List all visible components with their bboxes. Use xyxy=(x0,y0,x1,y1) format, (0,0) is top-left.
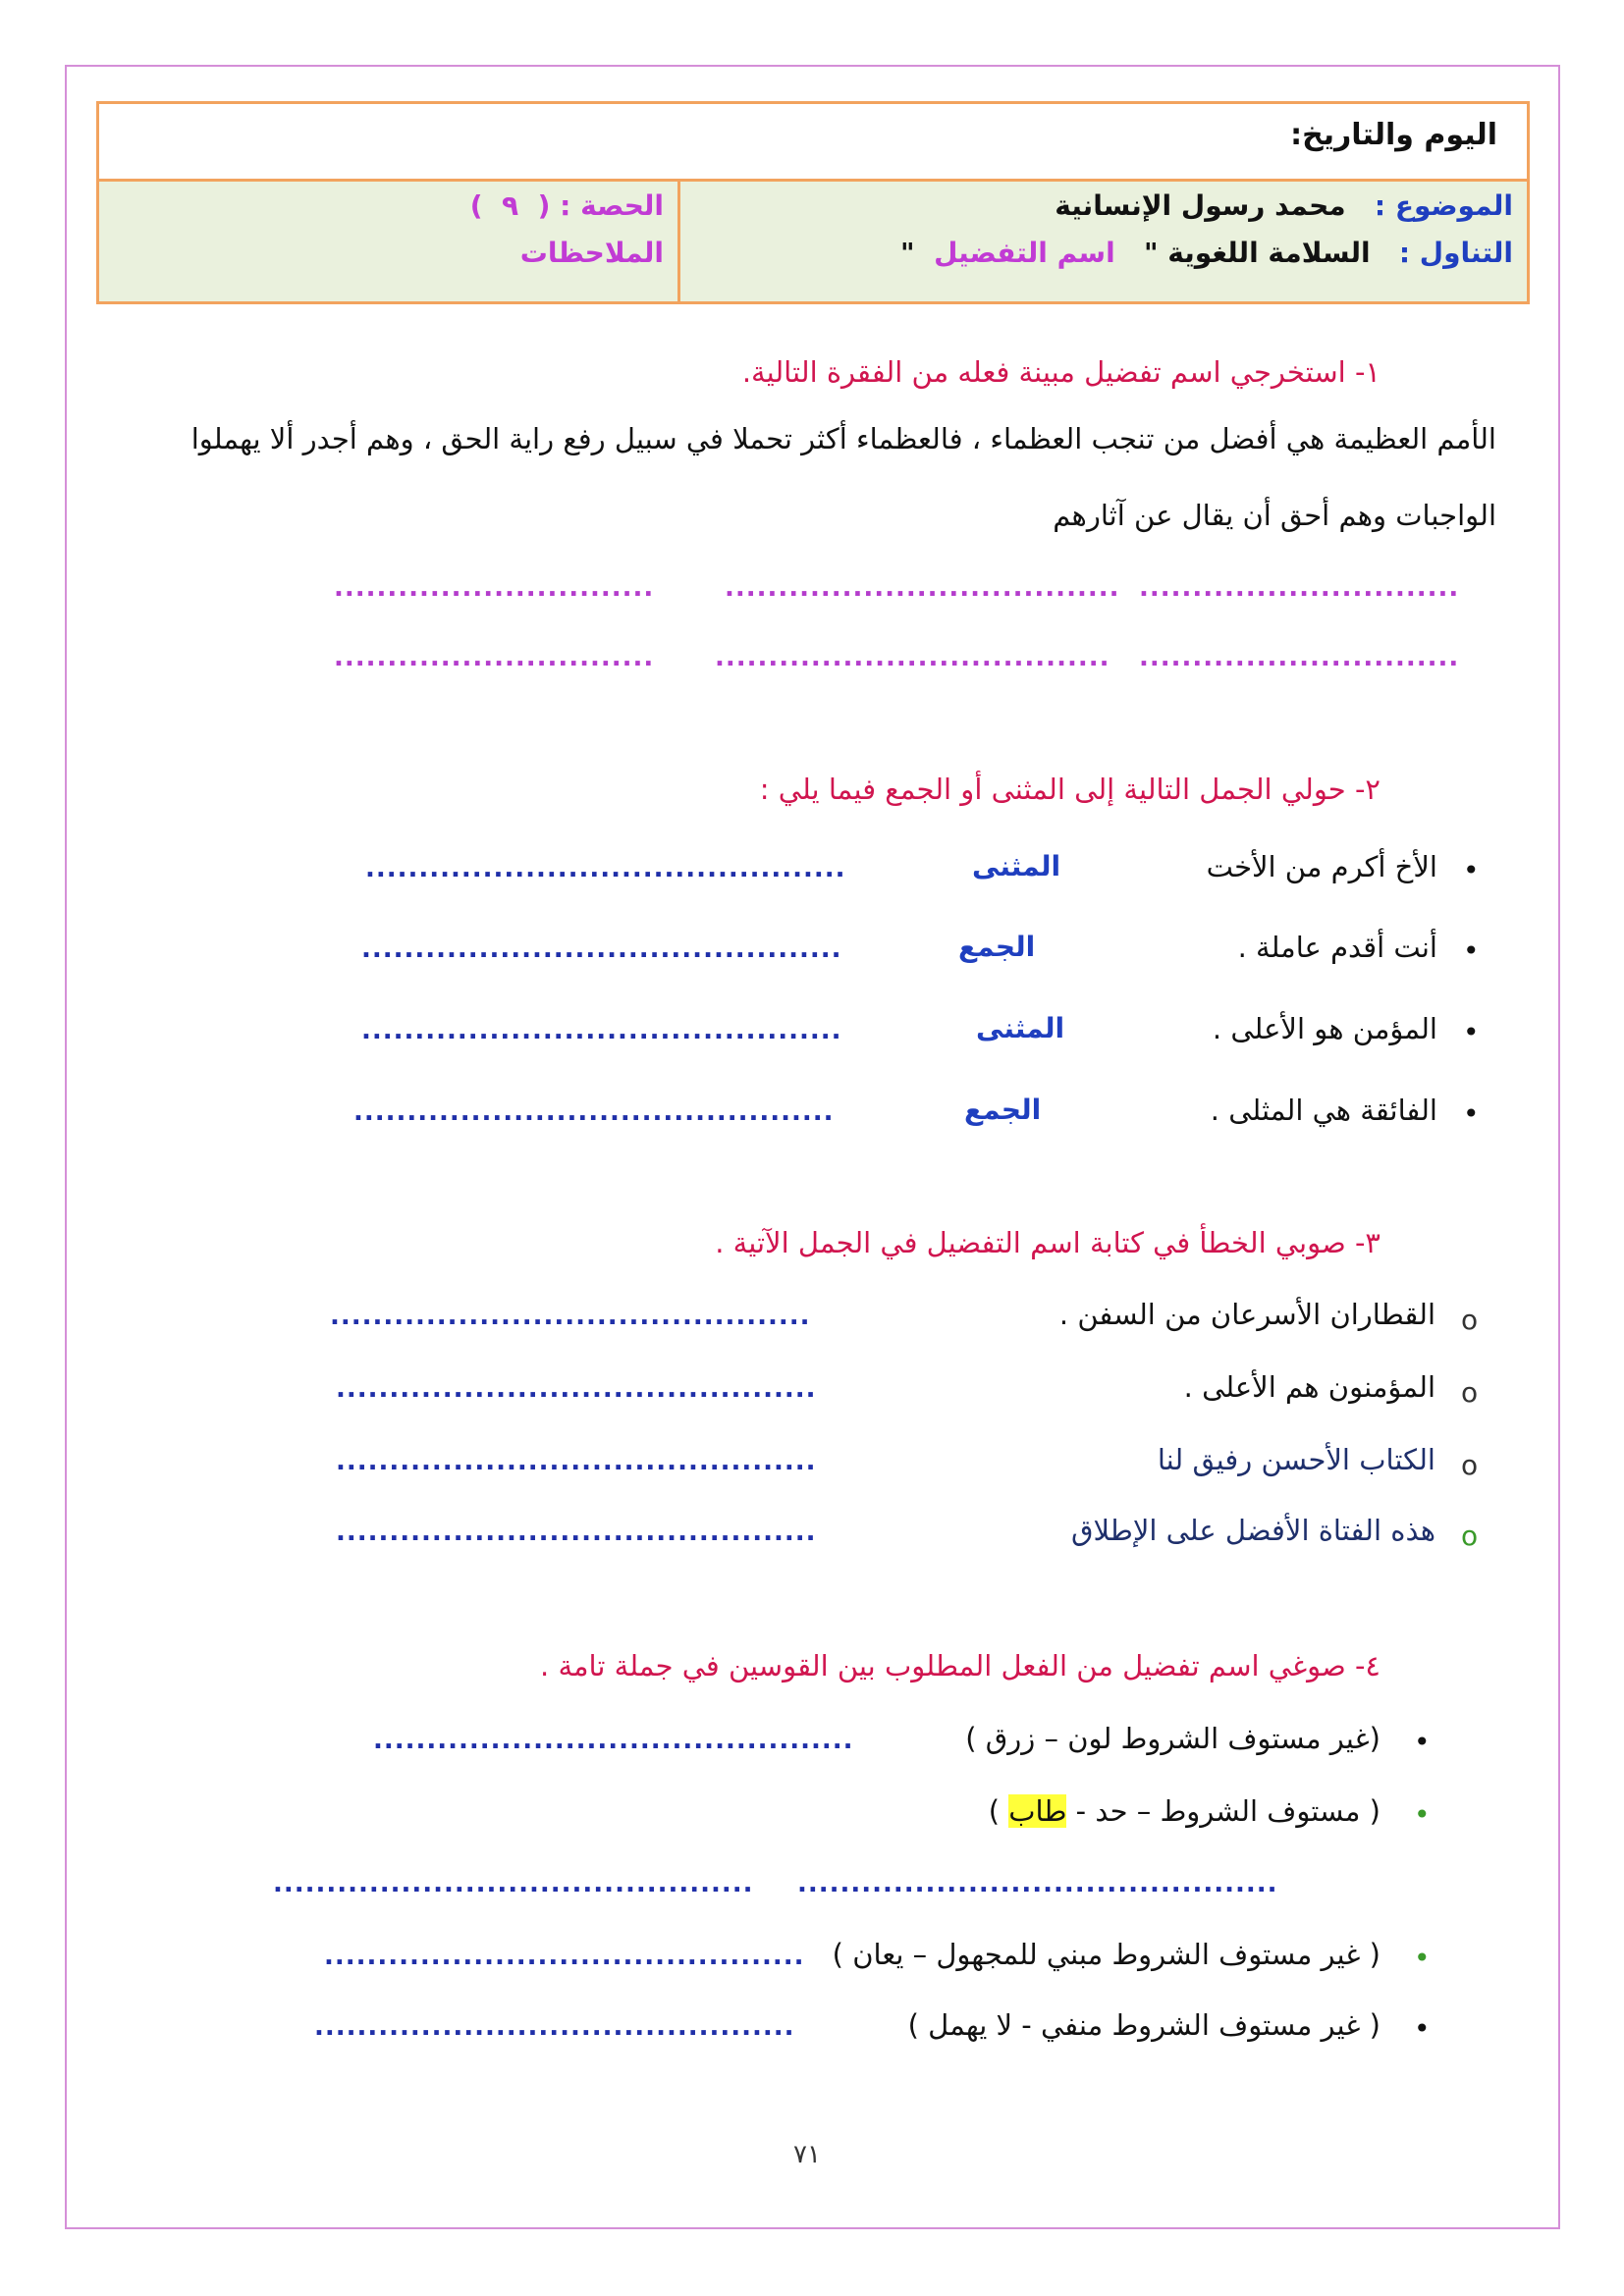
q1-answer-blank[interactable]: ..................................... xyxy=(715,643,1110,672)
notes-label: الملاحظات xyxy=(519,237,664,269)
bullet-icon: • xyxy=(1463,854,1480,886)
topic-value-a: السلامة اللغوية " xyxy=(1143,237,1371,269)
q2-item-1-tag: المثنى xyxy=(972,850,1061,882)
q2-item-1: الأخ أكرم من الأخت xyxy=(1206,850,1437,883)
period-close: ) xyxy=(469,189,483,222)
q4-item-2-highlight: طاب xyxy=(1008,1794,1067,1828)
notes-row xyxy=(520,237,664,269)
q4-item-2-part-a: ( مستوف الشروط – حد - xyxy=(1066,1794,1380,1828)
q1-answer-blank[interactable]: .............................. xyxy=(1139,643,1460,672)
topic-row xyxy=(900,237,1513,269)
bullet-icon: • xyxy=(1463,1097,1480,1130)
bullet-icon: • xyxy=(1414,1726,1431,1758)
q3-answer-blank[interactable]: ............................................. xyxy=(336,1447,817,1476)
q1-answer-blank[interactable]: .............................. xyxy=(334,643,655,672)
q2-answer-blank[interactable]: ............................................. xyxy=(353,1097,835,1127)
topic-label: التناول : xyxy=(1398,237,1513,269)
q1-answer-blank[interactable]: .............................. xyxy=(334,573,655,603)
header-date-row xyxy=(96,101,1530,182)
q1-paragraph-line2: الواجبات وهم أحق أن يقال عن آثارهم xyxy=(1053,499,1496,532)
q4-answer-blank[interactable]: ............................................. xyxy=(324,1942,805,1971)
q1-paragraph-line1: الأمم العظيمة هي أفضل من تنجب العظماء ، فالعظماء أكثر تحملا في سبيل رفع راية الحق ، وهم أجدر ألا يهملوا xyxy=(190,422,1496,455)
subject-label: الموضوع : xyxy=(1374,189,1513,222)
q3-item-3: الكتاب الأحسن رفيق لنا xyxy=(1157,1443,1435,1476)
q4-item-2-part-b: ) xyxy=(988,1794,1009,1828)
q2-answer-blank[interactable]: ............................................. xyxy=(365,854,846,883)
q4-item-3: ( غير مستوف الشروط مبني للمجهول – يعان ) xyxy=(832,1938,1380,1971)
circle-bullet-icon: o xyxy=(1461,1304,1479,1336)
q2-answer-blank[interactable]: ............................................. xyxy=(361,1016,842,1045)
q3-title: ٣- صوبي الخطأ في كتابة اسم التفضيل في الجمل الآتية . xyxy=(715,1226,1380,1259)
q1-answer-blank[interactable]: .............................. xyxy=(1139,573,1460,603)
bullet-icon: • xyxy=(1463,934,1480,967)
q3-answer-blank[interactable]: ............................................. xyxy=(336,1374,817,1404)
bullet-icon: • xyxy=(1414,1798,1431,1831)
period-value: ٩ xyxy=(502,189,519,222)
q2-title: ٢- حولي الجمل التالية إلى المثنى أو الجمع فيما يلي : xyxy=(759,773,1380,806)
q4-answer-blank[interactable]: ............................................. xyxy=(273,1869,754,1898)
page-border xyxy=(65,65,1560,2229)
subject-value: محمد رسول الإنسانية xyxy=(1055,189,1346,222)
header-info-row xyxy=(96,182,1530,304)
date-label: اليوم والتاريخ: xyxy=(1290,118,1497,152)
q4-item-1: (غير مستوف الشروط لون – زرق ) xyxy=(965,1722,1380,1755)
q2-item-4: الفائقة هي المثلى . xyxy=(1210,1094,1437,1127)
q4-answer-blank[interactable]: ............................................. xyxy=(797,1869,1278,1898)
q2-item-2-tag: الجمع xyxy=(958,931,1036,963)
q3-item-1: القطاران الأسرعان من السفن . xyxy=(1058,1298,1435,1331)
q2-item-4-tag: الجمع xyxy=(964,1094,1042,1126)
circle-bullet-icon: o xyxy=(1461,1449,1479,1481)
topic-value-b: اسم التفضيل xyxy=(934,237,1115,269)
circle-bullet-icon: o xyxy=(1461,1376,1479,1409)
period-label: الحصة : ( xyxy=(537,189,664,222)
subject-row xyxy=(1055,189,1513,222)
q1-answer-blank[interactable]: ..................................... xyxy=(725,573,1120,603)
q2-item-3-tag: المثنى xyxy=(976,1012,1065,1044)
q3-answer-blank[interactable]: ............................................. xyxy=(330,1302,811,1331)
q2-item-2: أنت أقدم عاملة . xyxy=(1237,931,1437,964)
q4-answer-blank[interactable]: ............................................. xyxy=(373,1726,854,1755)
header-period-cell xyxy=(99,182,680,301)
bullet-icon: • xyxy=(1414,1942,1431,1974)
page-number: ٧١ xyxy=(793,2140,821,2169)
q3-answer-blank[interactable]: ............................................. xyxy=(336,1518,817,1547)
header-subject-cell xyxy=(678,182,1527,301)
q3-item-2: المؤمنون هم الأعلى . xyxy=(1183,1370,1435,1404)
bullet-icon: • xyxy=(1414,2012,1431,2045)
q2-item-3: المؤمن هو الأعلى . xyxy=(1212,1012,1437,1045)
q4-answer-blank[interactable]: ............................................. xyxy=(314,2012,795,2042)
period-row xyxy=(470,189,664,222)
q4-item-4: ( غير مستوف الشروط منفي - لا يهمل ) xyxy=(907,2008,1380,2042)
q2-answer-blank[interactable]: ............................................. xyxy=(361,934,842,964)
topic-value-c: " xyxy=(900,237,915,269)
q4-title: ٤- صوغي اسم تفضيل من الفعل المطلوب بين القوسين في جملة تامة . xyxy=(540,1649,1380,1682)
q3-item-4: هذه الفتاة الأفضل على الإطلاق xyxy=(1070,1514,1435,1547)
q1-title: ١- استخرجي اسم تفضيل مبينة فعله من الفقرة التالية. xyxy=(741,355,1380,389)
q4-item-2 xyxy=(989,1794,1380,1828)
circle-bullet-icon: o xyxy=(1461,1520,1479,1552)
bullet-icon: • xyxy=(1463,1016,1480,1048)
